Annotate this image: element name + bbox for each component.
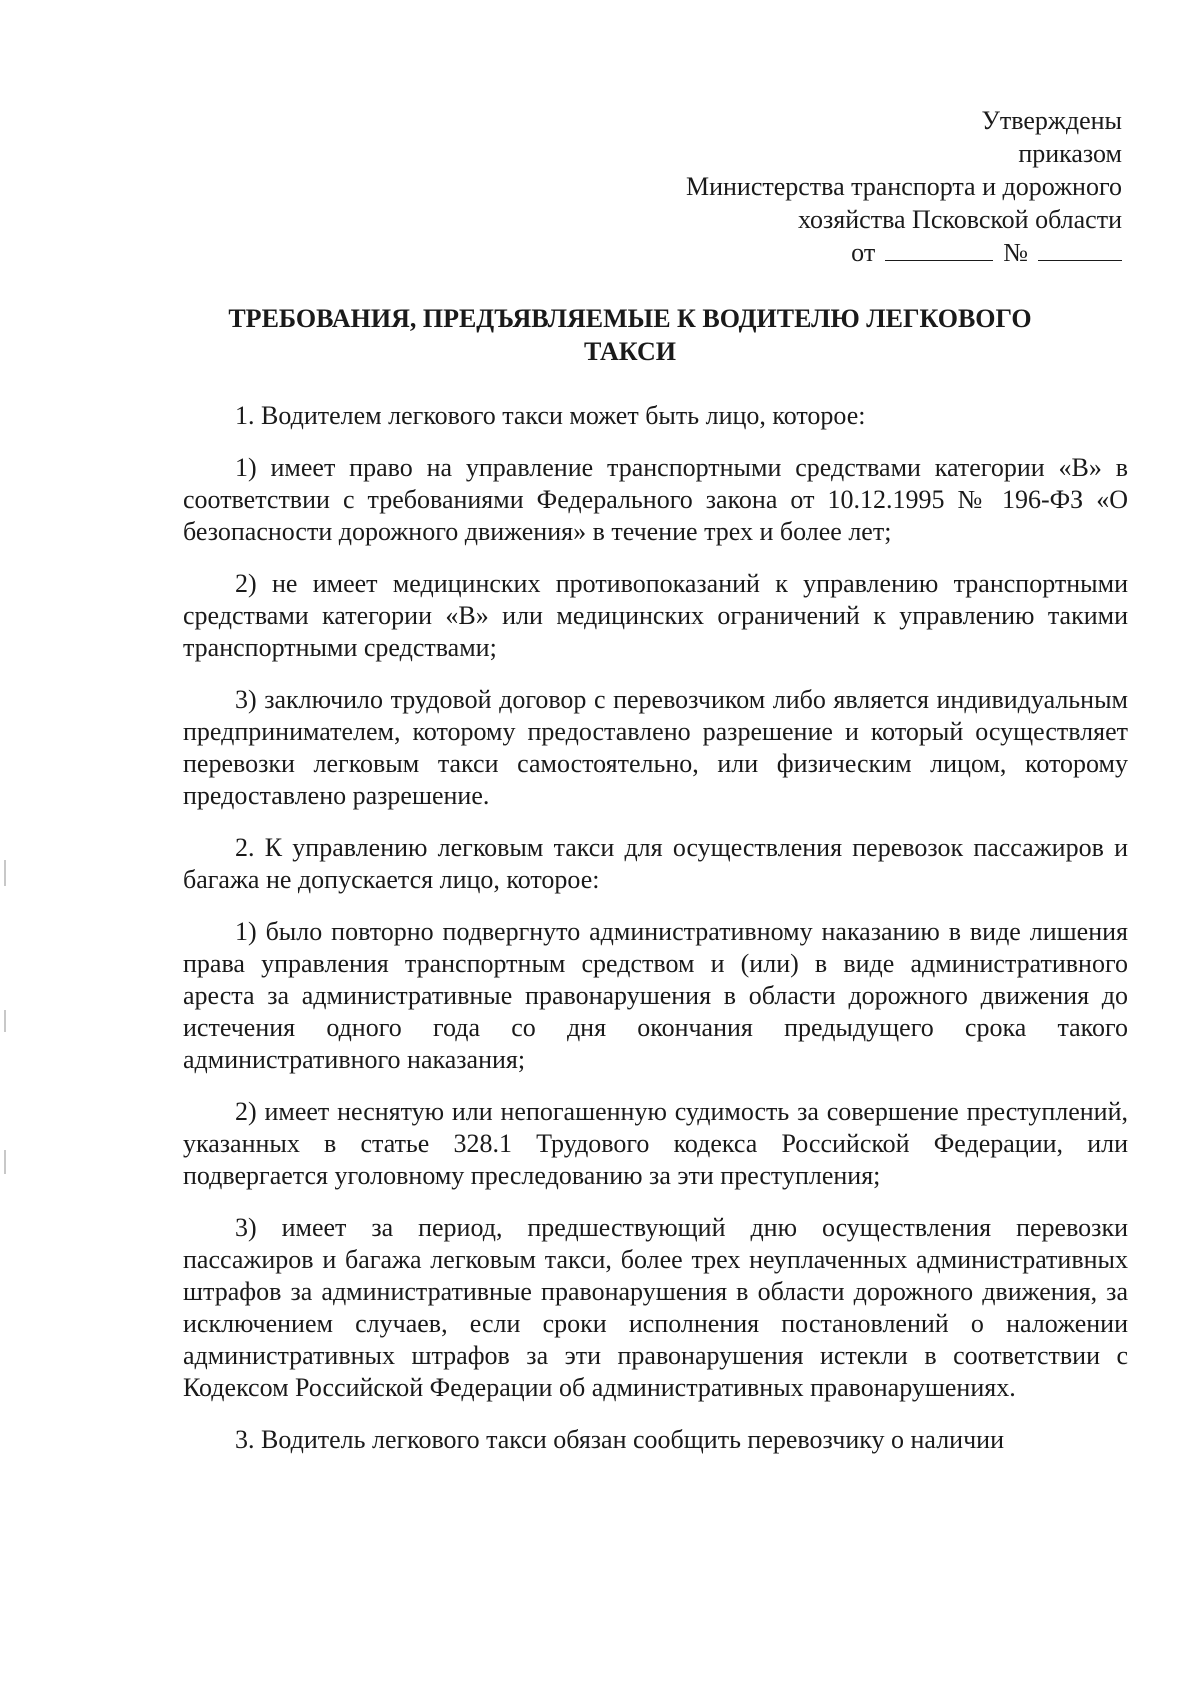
- approval-date-number-line: [502, 236, 1122, 269]
- paragraph: 1) имеет право на управление транспортными средствами категории «В» в соответствии с требованиями Федерального закона от 10.12.1995 № 196-ФЗ «О безопасности дорожного движения» в течение трех и более лет;: [183, 453, 1128, 546]
- paragraph: 3. Водитель легкового такси обязан сообщить перевозчику о наличии: [235, 1425, 1004, 1454]
- approval-stamp-block: [502, 104, 1122, 269]
- number-sign: №: [1003, 238, 1028, 267]
- paragraph: 2. К управлению легковым такси для осуществления перевозок пассажиров и багажа не допускается лицо, которое:: [183, 833, 1128, 894]
- scan-edge-mark: [4, 1010, 6, 1032]
- paragraph: 1. Водителем легкового такси может быть лицо, которое:: [235, 401, 866, 430]
- document-body: [183, 400, 1128, 1476]
- scan-edge-mark: [4, 860, 6, 886]
- date-blank-field: [885, 238, 993, 261]
- paragraph: 2) не имеет медицинских противопоказаний к управлению транспортными средствами категории «В» или медицинских ограничений к управлению такими транспортными средствами;: [183, 569, 1128, 662]
- document-title: ТРЕБОВАНИЯ, ПРЕДЪЯВЛЯЕМЫЕ К ВОДИТЕЛЮ ЛЕГКОВОГО ТАКСИ: [228, 304, 1032, 366]
- paragraph: 1) было повторно подвергнуто административному наказанию в виде лишения права управления транспортным средством и (или) в виде административного ареста за административные правонарушения в области дорожного движения до истечения одного года со дня окончания предыдущего срока такого административного наказания;: [183, 917, 1128, 1074]
- paragraph: 2) имеет неснятую или непогашенную судимость за совершение преступлений, указанных в статье 328.1 Трудового кодекса Российской Федерации, или подвергается уголовному преследованию за эти преступления;: [183, 1097, 1128, 1190]
- paragraph: 3) заключило трудовой договор с перевозчиком либо является индивидуальным предпринимателем, которому предоставлено разрешение и который осуществляет перевозки легковым такси самостоятельно, или физическим лицом, которому предоставлено разрешение.: [183, 685, 1128, 810]
- approval-line: Утверждены: [981, 106, 1122, 135]
- date-prefix: от: [851, 238, 876, 267]
- approval-line: Министерства транспорта и дорожного: [685, 172, 1122, 201]
- number-blank-field: [1038, 238, 1122, 261]
- approval-line: приказом: [1018, 139, 1122, 168]
- scan-edge-mark: [4, 1150, 6, 1174]
- approval-line: хозяйства Псковской области: [798, 205, 1122, 234]
- paragraph: 3) имеет за период, предшествующий дню осуществления перевозки пассажиров и багажа легковым такси, более трех неуплаченных административных штрафов за административные правонарушения в области дорожного движения, за исключением случаев, если сроки исполнения постановлений о наложении административных штрафов за эти правонарушения истекли в соответствии с Кодексом Российской Федерации об административных правонарушениях.: [183, 1213, 1128, 1402]
